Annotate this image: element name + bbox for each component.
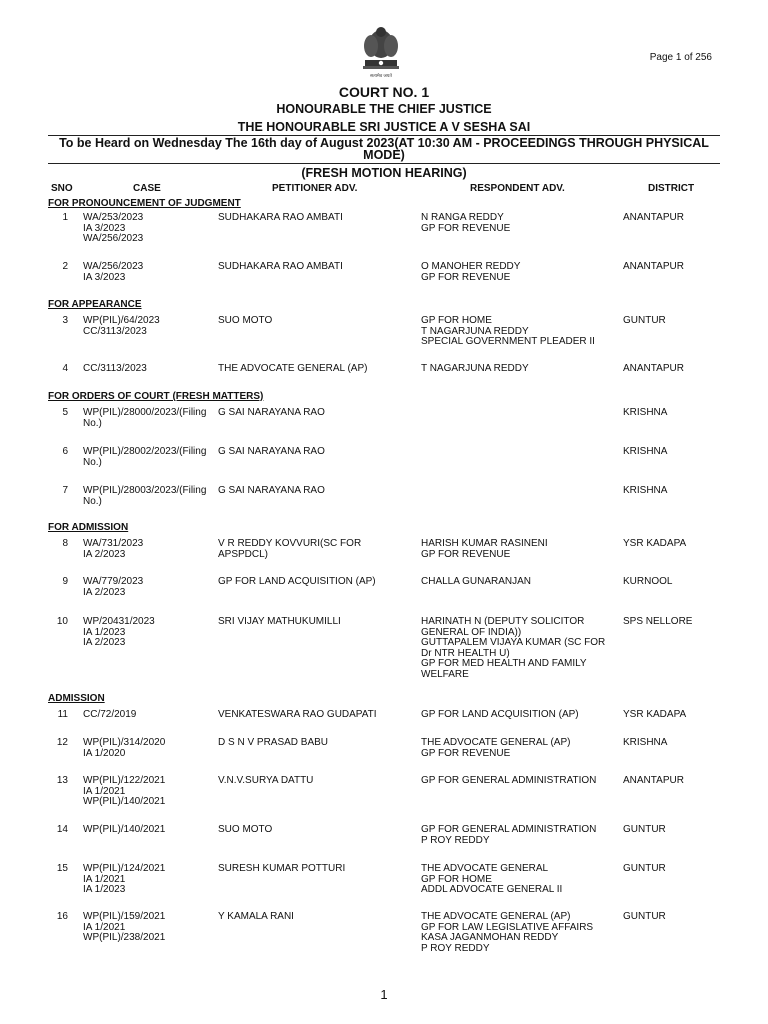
cell-district: GUNTUR xyxy=(623,863,666,874)
cell-sno: 10 xyxy=(56,616,68,627)
cell-respondent: THE ADVOCATE GENERAL (AP) GP FOR LAW LEGISLATIVE AFFAIRS KASA JAGANMOHAN REDDY P ROY REDDY xyxy=(421,911,594,954)
cell-case: WA/256/2023 IA 3/2023 xyxy=(83,261,144,283)
cell-sno: 1 xyxy=(62,212,68,223)
cell-case: WP(PIL)/159/2021 IA 1/2021 WP(PIL)/238/2021 xyxy=(83,911,166,943)
cell-sno: 11 xyxy=(57,709,68,720)
bench-judge-2: THE HONOURABLE SRI JUSTICE A V SESHA SAI xyxy=(237,120,531,134)
cell-respondent: GP FOR LAND ACQUISITION (AP) xyxy=(421,709,579,720)
cell-case: WA/779/2023 IA 2/2023 xyxy=(83,576,144,598)
cell-petitioner: SUDHAKARA RAO AMBATI xyxy=(218,261,343,272)
cell-petitioner: V R REDDY KOVVURI(SC FOR APSPDCL) xyxy=(218,538,362,560)
cell-respondent: THE ADVOCATE GENERAL GP FOR HOME ADDL ADVOCATE GENERAL II xyxy=(421,863,563,895)
section-heading: FOR PRONOUNCEMENT OF JUDGMENT xyxy=(48,198,241,209)
cell-district: KRISHNA xyxy=(623,485,668,496)
col-sno: SNO xyxy=(51,183,73,194)
footer-page-number: 1 xyxy=(380,987,388,1002)
hearing-date-line: To be Heard on Wednesday The 16th day of August 2023(AT 10:30 AM - PROCEEDINGS THROUGH PHYSICAL MODE) xyxy=(59,136,709,162)
cell-case: WP(PIL)/124/2021 IA 1/2021 IA 1/2023 xyxy=(83,863,166,895)
cell-case: WP(PIL)/314/2020 IA 1/2020 xyxy=(83,737,166,759)
cell-district: KRISHNA xyxy=(623,446,668,457)
cell-respondent: N RANGA REDDY GP FOR REVENUE xyxy=(421,212,511,234)
cell-respondent: GP FOR HOME T NAGARJUNA REDDY SPECIAL GOVERNMENT PLEADER II xyxy=(421,315,595,347)
cell-sno: 15 xyxy=(56,863,68,874)
cell-sno: 16 xyxy=(56,911,68,922)
cell-respondent: GP FOR GENERAL ADMINISTRATION xyxy=(421,775,597,786)
cell-district: ANANTAPUR xyxy=(623,363,684,374)
section-heading: ADMISSION xyxy=(48,693,105,704)
cell-petitioner: V.N.V.SURYA DATTU xyxy=(218,775,314,786)
cell-petitioner: SUDHAKARA RAO AMBATI xyxy=(218,212,343,223)
page-number-label: Page 1 of 256 xyxy=(649,52,712,63)
cell-sno: 6 xyxy=(62,446,68,457)
cell-district: GUNTUR xyxy=(623,824,666,835)
bench-judge-1: HONOURABLE THE CHIEF JUSTICE xyxy=(276,102,492,116)
cell-sno: 5 xyxy=(62,407,68,418)
cell-district: GUNTUR xyxy=(623,315,666,326)
col-case: CASE xyxy=(133,183,161,194)
court-number: COURT NO. 1 xyxy=(338,84,430,100)
section-heading: FOR ORDERS OF COURT (FRESH MATTERS) xyxy=(48,391,264,402)
cell-sno: 9 xyxy=(62,576,68,587)
cell-district: ANANTAPUR xyxy=(623,261,684,272)
cell-petitioner: Y KAMALA RANI xyxy=(218,911,294,922)
cell-district: KRISHNA xyxy=(623,737,668,748)
cell-district: SPS NELLORE xyxy=(623,616,693,627)
cell-petitioner: G SAI NARAYANA RAO xyxy=(218,407,325,418)
section-heading: FOR ADMISSION xyxy=(48,522,129,533)
cell-petitioner: SUO MOTO xyxy=(218,315,273,326)
cell-sno: 8 xyxy=(62,538,68,549)
col-respondent: RESPONDENT ADV. xyxy=(470,183,565,194)
cell-respondent: HARISH KUMAR RASINENI GP FOR REVENUE xyxy=(421,538,548,560)
cell-case: WP(PIL)/64/2023 CC/3113/2023 xyxy=(83,315,160,337)
cell-petitioner: G SAI NARAYANA RAO xyxy=(218,446,325,457)
cell-sno: 2 xyxy=(62,261,68,272)
cell-case: CC/3113/2023 xyxy=(83,363,147,374)
cell-petitioner: THE ADVOCATE GENERAL (AP) xyxy=(218,363,368,374)
cell-district: GUNTUR xyxy=(623,911,666,922)
col-petitioner: PETITIONER ADV. xyxy=(272,183,358,194)
cell-petitioner: VENKATESWARA RAO GUDAPATI xyxy=(218,709,377,720)
header-divider-bottom xyxy=(48,163,720,164)
cell-case: WP(PIL)/28003/2023/(Filing No.) xyxy=(83,485,207,507)
cell-respondent: CHALLA GUNARANJAN xyxy=(421,576,532,587)
cell-sno: 13 xyxy=(56,775,68,786)
col-district: DISTRICT xyxy=(648,183,695,194)
national-emblem-icon xyxy=(359,22,403,80)
cell-case: WP(PIL)/28000/2023/(Filing No.) xyxy=(83,407,207,429)
cell-district: YSR KADAPA xyxy=(623,709,687,720)
cell-petitioner: SRI VIJAY MATHUKUMILLI xyxy=(218,616,341,627)
cell-respondent: O MANOHER REDDY GP FOR REVENUE xyxy=(421,261,521,283)
cell-respondent: THE ADVOCATE GENERAL (AP) GP FOR REVENUE xyxy=(421,737,571,759)
cell-respondent: HARINATH N (DEPUTY SOLICITOR GENERAL OF INDIA)) GUTTAPALEM VIJAYA KUMAR (SC FOR Dr NTR HEALTH U) GP FOR MED HEALTH AND FAMILY WELFARE xyxy=(421,616,606,680)
cell-petitioner: GP FOR LAND ACQUISITION (AP) xyxy=(218,576,376,587)
cell-case: WP(PIL)/140/2021 xyxy=(83,824,166,835)
cell-district: YSR KADAPA xyxy=(623,538,687,549)
cell-petitioner: SURESH KUMAR POTTURI xyxy=(218,863,346,874)
cell-district: ANANTAPUR xyxy=(623,775,684,786)
cell-case: WA/253/2023 IA 3/2023 WA/256/2023 xyxy=(83,212,144,244)
cell-district: ANANTAPUR xyxy=(623,212,684,223)
cell-case: WP/20431/2023 IA 1/2023 IA 2/2023 xyxy=(83,616,155,648)
cell-case: WA/731/2023 IA 2/2023 xyxy=(83,538,144,560)
cell-respondent: T NAGARJUNA REDDY xyxy=(421,363,529,374)
cell-sno: 4 xyxy=(62,363,68,374)
hearing-type-title: (FRESH MOTION HEARING) xyxy=(301,166,467,180)
cell-petitioner: SUO MOTO xyxy=(218,824,273,835)
cell-petitioner: D S N V PRASAD BABU xyxy=(218,737,329,748)
cell-case: WP(PIL)/28002/2023/(Filing No.) xyxy=(83,446,207,468)
cell-district: KRISHNA xyxy=(623,407,668,418)
cell-sno: 3 xyxy=(62,315,68,326)
section-heading: FOR APPEARANCE xyxy=(48,299,142,310)
cell-district: KURNOOL xyxy=(623,576,673,587)
cell-case: WP(PIL)/122/2021 IA 1/2021 WP(PIL)/140/2021 xyxy=(83,775,166,807)
cell-case: CC/72/2019 xyxy=(83,709,137,720)
cell-sno: 12 xyxy=(56,737,68,748)
emblem-motto: सत्यमेव जयते xyxy=(370,73,392,78)
cell-sno: 7 xyxy=(62,485,68,496)
cell-sno: 14 xyxy=(56,824,68,835)
cell-respondent: GP FOR GENERAL ADMINISTRATION P ROY REDDY xyxy=(421,824,597,846)
cell-petitioner: G SAI NARAYANA RAO xyxy=(218,485,325,496)
